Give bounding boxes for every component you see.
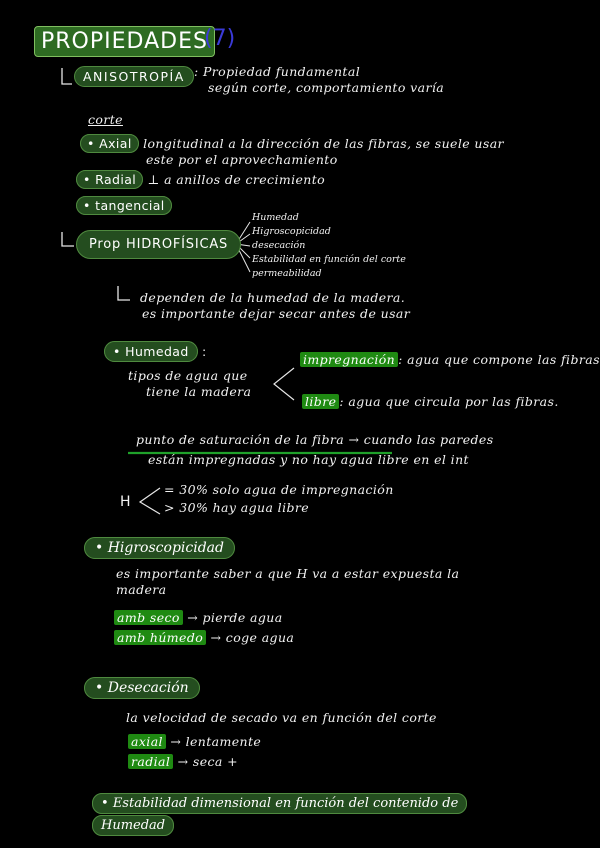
h-symbol: H — [120, 494, 131, 510]
anisotropia-def-1: : Propiedad fundamental — [194, 64, 361, 79]
hidro-branch-1: Higroscopicidad — [252, 226, 331, 237]
desecacion-pill: • Desecación — [84, 680, 200, 696]
tipos-agua-1: tipos de agua que — [128, 368, 248, 383]
hidro-note-2: es importante dejar secar antes de usar — [142, 306, 411, 321]
anisotropia-pill: ANISOTROPÍA — [74, 66, 194, 87]
hidrofisicas-pill: Prop HIDROFÍSICAS — [76, 230, 241, 259]
h-line-1: = 30% solo agua de impregnación — [164, 482, 394, 497]
higro-text-1: es importante saber a que H va a estar expuesta la — [116, 566, 460, 581]
anisotropia-def-2: según corte, comportamiento varía — [208, 80, 445, 95]
amb-seco-row: amb seco → pierde agua — [114, 610, 283, 625]
corte-tangencial: • tangencial — [76, 198, 172, 213]
higroscopicidad-pill: • Higroscopicidad — [84, 540, 235, 556]
page-title: PROPIEDADES — [34, 26, 215, 57]
hidro-note-1: dependen de la humedad de la madera. — [140, 290, 406, 305]
desec-axial-row: axial → lentamente — [128, 734, 261, 749]
hidro-branch-2: desecación — [252, 240, 306, 251]
desec-text: la velocidad de secado va en función del corte — [126, 710, 437, 725]
tipos-agua-2: tiene la madera — [146, 384, 252, 399]
punto-saturacion-2: están impregnadas y no hay agua libre en el int — [148, 452, 469, 467]
desec-radial-row: radial → seca + — [128, 754, 238, 769]
corte-radial: • Radial ⊥ a anillos de crecimiento — [76, 172, 325, 187]
corte-heading: corte — [88, 112, 123, 127]
corte-axial-2: este por el aprovechamiento — [146, 152, 338, 167]
estabilidad-line-2: Humedad — [92, 818, 174, 833]
hidro-branch-3: Estabilidad en función del corte — [252, 254, 406, 265]
impregnacion-row: impregnación : agua que compone las fibras — [300, 352, 600, 367]
hidro-branch-4: permeabilidad — [252, 268, 322, 279]
h-line-2: > 30% hay agua libre — [164, 500, 310, 515]
punto-saturacion: punto de saturación de la fibra → cuando las paredes — [136, 432, 494, 447]
title-count: (7) — [204, 26, 236, 51]
libre-row: libre : agua que circula por las fibras. — [302, 394, 559, 409]
higro-text-2: madera — [116, 582, 167, 597]
amb-humedo-row: amb húmedo → coge agua — [114, 630, 294, 645]
estabilidad-line-1: • Estabilidad dimensional en función del contenido de — [92, 796, 467, 811]
corte-axial: • Axial longitudinal a la dirección de las fibras, se suele usar — [80, 136, 504, 151]
humedad-pill: • Humedad : — [104, 344, 207, 359]
hidro-branch-0: Humedad — [252, 212, 299, 223]
